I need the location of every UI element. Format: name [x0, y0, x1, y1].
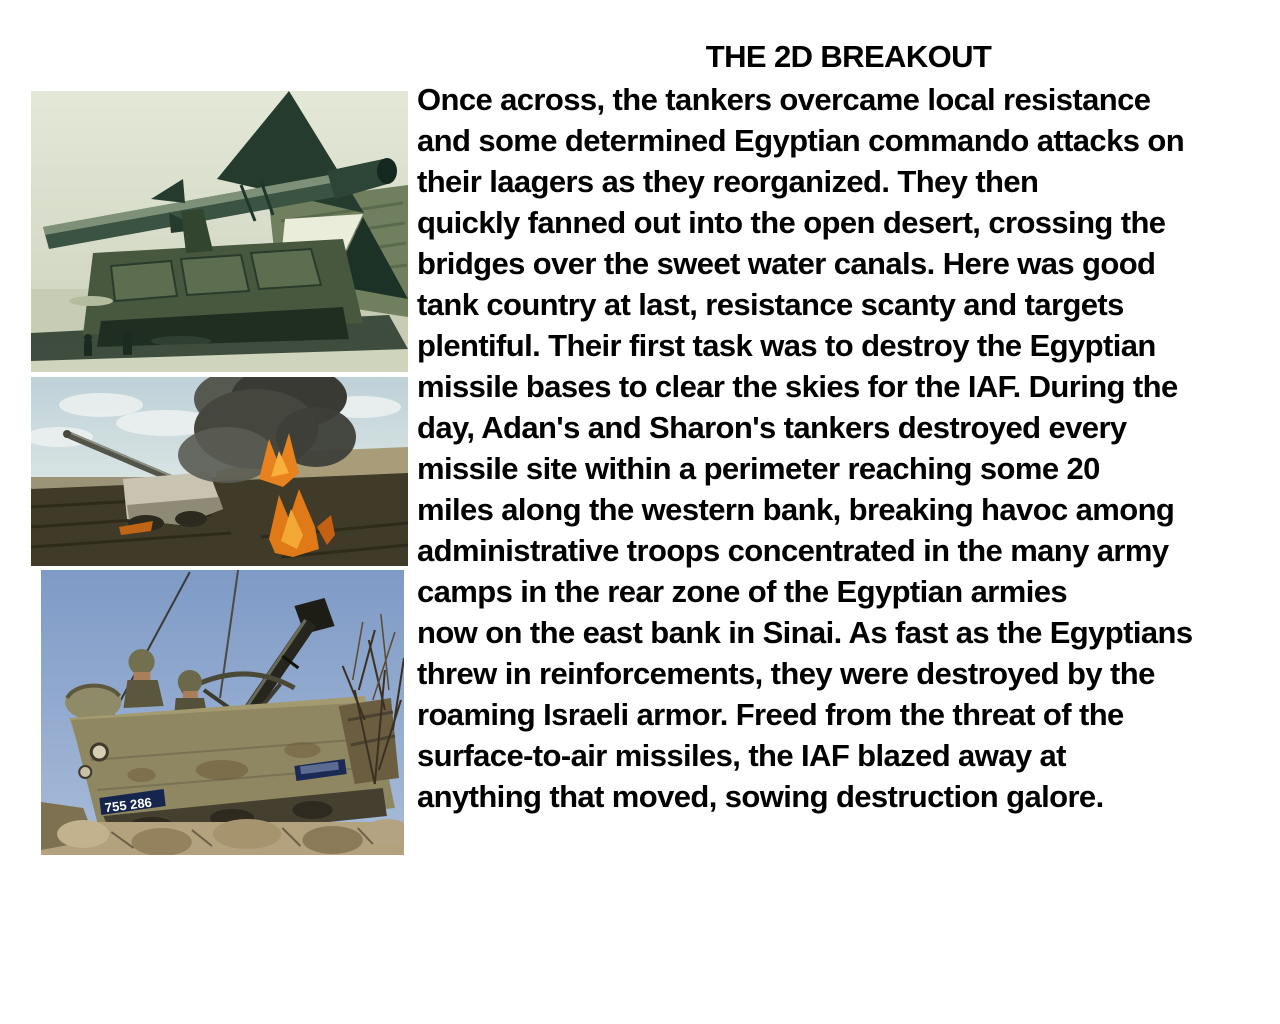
body-line: surface-to-air missiles, the IAF blazed away at [417, 738, 1066, 773]
burning-vehicle-illustration [31, 377, 408, 566]
apc-illustration [41, 570, 404, 855]
body-line: camps in the rear zone of the Egyptian armies [417, 574, 1068, 609]
body-line: quickly fanned out into the open desert, crossing the [417, 205, 1166, 240]
photo-sam-missile-launcher [31, 91, 408, 372]
photo-burning-vehicle [31, 377, 408, 566]
body-line: and some determined Egyptian commando attacks on [417, 123, 1185, 158]
body-line: bridges over the sweet water canals. Here was good [417, 246, 1156, 281]
body-line: anything that moved, sowing destruction galore. [417, 779, 1104, 814]
body-line: now on the east bank in Sinai. As fast as the Egyptians [417, 615, 1193, 650]
page-title: THE 2D BREAKOUT [705, 39, 992, 74]
body-line: missile bases to clear the skies for the IAF. During the [417, 369, 1178, 404]
body-paragraph [417, 79, 1280, 817]
body-line: plentiful. Their first task was to destroy the Egyptian [417, 328, 1156, 363]
sam-missile-illustration [31, 91, 408, 372]
body-line: roaming Israeli armor. Freed from the threat of the [417, 697, 1124, 732]
photo-apc-crew [41, 570, 404, 855]
body-line: their laagers as they reorganized. They then [417, 164, 1039, 199]
body-line: threw in reinforcements, they were destroyed by the [417, 656, 1155, 691]
body-line: Once across, the tankers overcame local resistance [417, 82, 1151, 117]
body-line: administrative troops concentrated in the many army [417, 533, 1169, 568]
body-line: missile site within a perimeter reaching some 20 [417, 451, 1100, 486]
body-line: miles along the western bank, breaking havoc among [417, 492, 1175, 527]
body-line: tank country at last, resistance scanty and targets [417, 287, 1124, 322]
apc-plate-number: 755 286 [103, 794, 153, 816]
body-line: day, Adan's and Sharon's tankers destroyed every [417, 410, 1127, 445]
